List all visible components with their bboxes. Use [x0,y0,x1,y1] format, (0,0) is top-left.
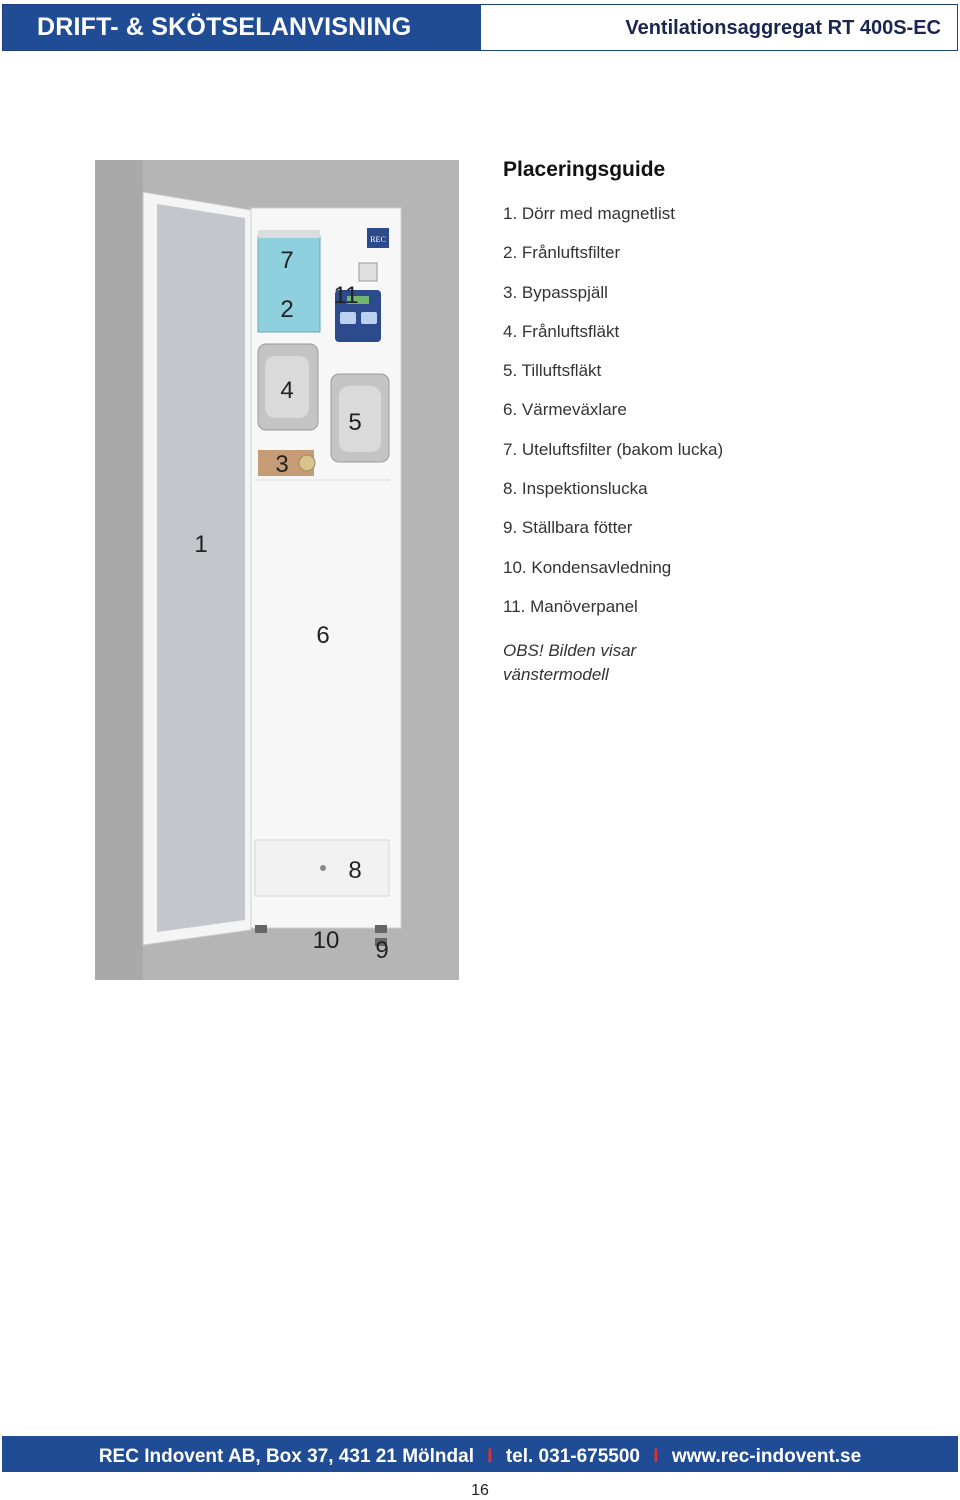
callout-6: 6 [316,622,330,649]
foot-right [375,925,387,933]
guide-list [503,204,923,636]
guide-item: 7. Uteluftsfilter (bakom lucka) [503,439,724,459]
unit-illustration [95,160,459,980]
guide-item: 3. Bypasspjäll [503,282,608,302]
callout-3: 3 [275,451,289,478]
callout-4: 4 [280,377,294,404]
document-title: DRIFT- & SKÖTSELANVISNING [3,5,481,50]
callout-10: 10 [312,927,340,954]
callout-9: 9 [375,937,389,964]
guide-title: Placeringsguide [503,158,666,181]
door-magnet-panel [157,204,245,932]
callout-5: 5 [348,409,362,436]
guide-item: 2. Frånluftsfilter [503,243,621,263]
footer-website[interactable]: www.rec-indovent.se [671,1446,862,1467]
placement-guide [503,158,923,687]
footer-company: REC Indovent AB, Box 37, 431 21 Mölndal [98,1446,474,1467]
footer-separator: I [653,1446,659,1467]
guide-item: 1. Dörr med magnetlist [503,204,675,223]
product-name: Ventilationsaggregat RT 400S-EC [481,5,957,50]
guide-item: 11. Manöverpanel [503,596,638,616]
guide-item: 6. Värmeväxlare [503,400,627,420]
callout-1: 1 [194,531,208,558]
callout-11: 11 [333,282,359,309]
page-header [2,4,958,51]
callout-8: 8 [348,857,362,884]
guide-item: 4. Frånluftsfläkt [503,321,620,341]
guide-item: 8. Inspektionslucka [503,479,648,499]
guide-note: OBS! Bilden visar vänstermodell [503,641,637,685]
footer-separator: I [487,1446,493,1467]
page-number: 16 [471,1482,489,1499]
foot-left [255,925,267,933]
guide-item: 10. Kondensavledning [503,557,672,577]
callout-2: 2 [280,296,294,323]
footer-phone: tel. 031-675500 [505,1446,640,1467]
guide-item: 9. Ställbara fötter [503,518,633,538]
logo-text: REC [370,235,386,244]
guide-item: 5. Tilluftsfläkt [503,361,602,381]
page-footer [2,1436,958,1472]
callout-7: 7 [280,247,294,274]
